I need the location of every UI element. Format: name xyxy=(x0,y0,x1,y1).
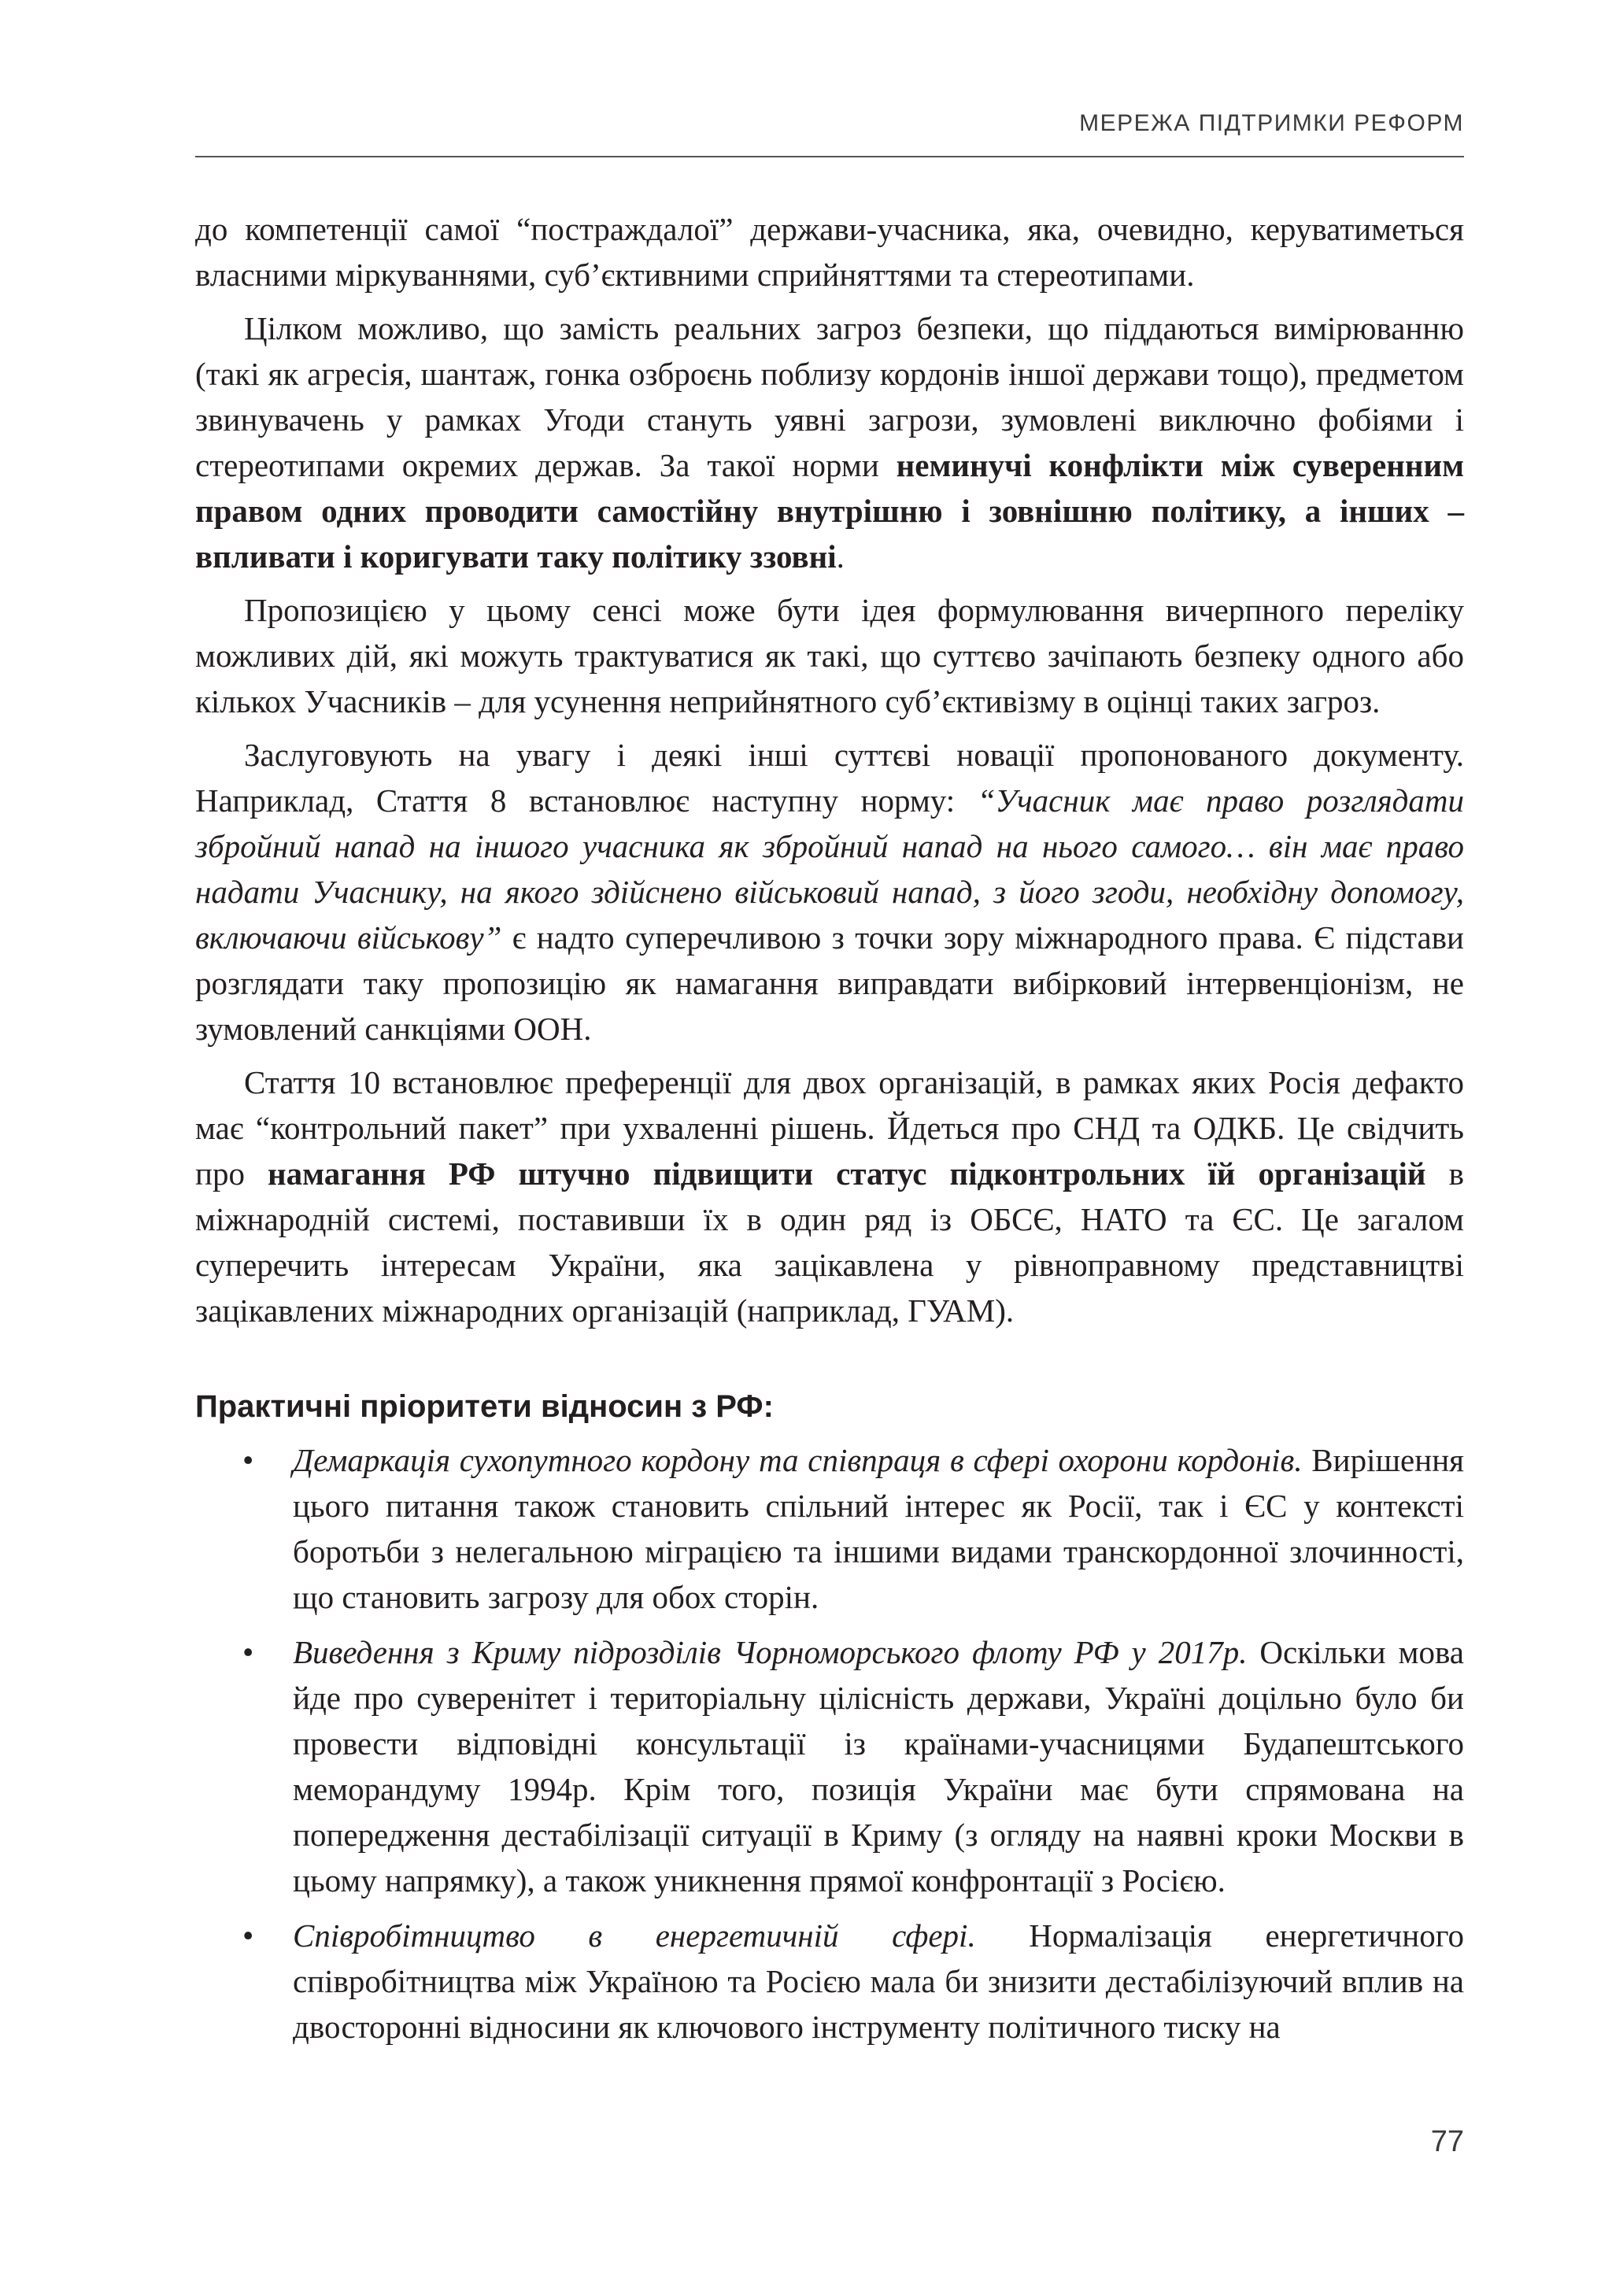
list-item-text: Нормалізація енергетичного співробітництва між Україною та Росією мала би знизити дестабілізуючий вплив на двосторонні відносини як ключового інструменту політичного тиску на xyxy=(293,1917,1464,2045)
bullet-icon: • xyxy=(242,1917,254,1954)
bullet-icon: • xyxy=(242,1442,254,1478)
paragraph-1: до компетенції самої “постраждалої” держави-учасника, яка, очевидно, керуватиметься власними міркуваннями, суб’єктивними сприйняттями та стереотипами. xyxy=(195,211,1464,293)
paragraph-4-end: є надто суперечливою з точки зору міжнародного права. Є підстави розглядати таку пропозицію як намагання виправдати вибірковий інтервенціонізм, не зумовлений санкціями ООН. xyxy=(195,919,1464,1047)
bullet-icon: • xyxy=(242,1634,254,1670)
paragraph-2-text: Цілком можливо, що замість реальних загроз безпеки, що піддаються вимірюванню (такі як агресія, шантаж, гонка озброєнь поблизу кордонів іншої держави тощо), предметом звинувачень у рамках Угоди стануть уявні загрози, зумовлені виключно фобіями і стереотипами окремих держав. За такої норми xyxy=(195,310,1464,483)
paragraph-2-end: . xyxy=(836,538,845,575)
paragraph-4-quote: “Учасник має право розглядати збройний напад на іншого учасника як збройний напад на нього самого… він має право надати Учаснику, на якого здійснено військовий напад, з його згоди, необхідну допомогу, включаючи військову” xyxy=(195,782,1464,956)
paragraph-4 xyxy=(195,732,1464,1052)
paragraph-3: Пропозицією у цьому сенсі може бути ідея формулювання вичерпного переліку можливих дій, які можуть трактуватися як такі, що суттєво зачіпають безпеку одного або кількох Учасників – для усунення неприйнятного суб’єктивізму в оцінці таких загроз. xyxy=(195,592,1464,719)
paragraph-5-end: в міжнародній системі, поставивши їх в один ряд із ОБСЄ, НАТО та ЄС. Це загалом суперечить інтересам України, яка зацікавлена у рівноправному представництві зацікавлених міжнародних організацій (наприклад, ГУАМ). xyxy=(195,1155,1464,1329)
list-item xyxy=(195,1913,1464,2050)
paragraph-2 xyxy=(195,305,1464,579)
page-number: 77 xyxy=(1430,2125,1464,2158)
header-rule xyxy=(195,156,1464,157)
paragraph-5-bold: намагання РФ штучно підвищити статус підконтрольних їй організацій xyxy=(268,1155,1426,1192)
list-item xyxy=(195,1437,1464,1620)
paragraph-4-text: Заслуговують на увагу і деякі інші суттєві новації пропонованого документу. Наприклад, Стаття 8 встановлює наступну норму: xyxy=(195,737,1464,819)
page-body xyxy=(195,206,1464,2059)
section-heading: Практичні пріоритети відносин з РФ: xyxy=(195,1389,774,1424)
list-item-text: Оскільки мова йде про суверенітет і територіальну цілісність держави, Україні доцільно було би провести відповідні консультації із країнами-учасницями Будапештського меморандуму 1994р. Крім того, позиція України має бути спрямована на попередження дестабілізації ситуації в Криму (з огляду на наявні кроки Москви в цьому напрямку), а також уникнення прямої конфронтації з Росією. xyxy=(293,1634,1464,1899)
paragraph-5 xyxy=(195,1059,1464,1333)
paragraph-5-text: Стаття 10 встановлює преференції для двох організацій, в рамках яких Росія дефакто має “контрольний пакет” при ухваленні рішень. Йдеться про СНД та ОДКБ. Це свідчить про xyxy=(195,1064,1464,1192)
paragraph-2-bold: неминучі конфлікти між суверенним правом одних проводити самостійну внутрішню і зовнішню політику, а інших – впливати і коригувати таку політику ззовні xyxy=(195,447,1464,575)
list-item-title: Виведення з Криму підрозділів Чорноморського флоту РФ у 2017р. xyxy=(293,1634,1248,1670)
running-header: МЕРЕЖА ПІДТРИМКИ РЕФОРМ xyxy=(1079,110,1464,136)
list-item-title: Демаркація сухопутного кордону та співпраця в сфері охорони кордонів. xyxy=(293,1442,1303,1478)
list-item xyxy=(195,1629,1464,1903)
list-item-text: Вирішення цього питання також становить спільний інтерес як Росії, так і ЄС у контексті боротьби з нелегальною міграцією та іншими видами транскордонної злочинності, що становить загрозу для обох сторін. xyxy=(293,1442,1464,1615)
priorities-list xyxy=(195,1437,1464,2050)
list-item-title: Співробітництво в енергетичній сфері. xyxy=(293,1917,976,1954)
